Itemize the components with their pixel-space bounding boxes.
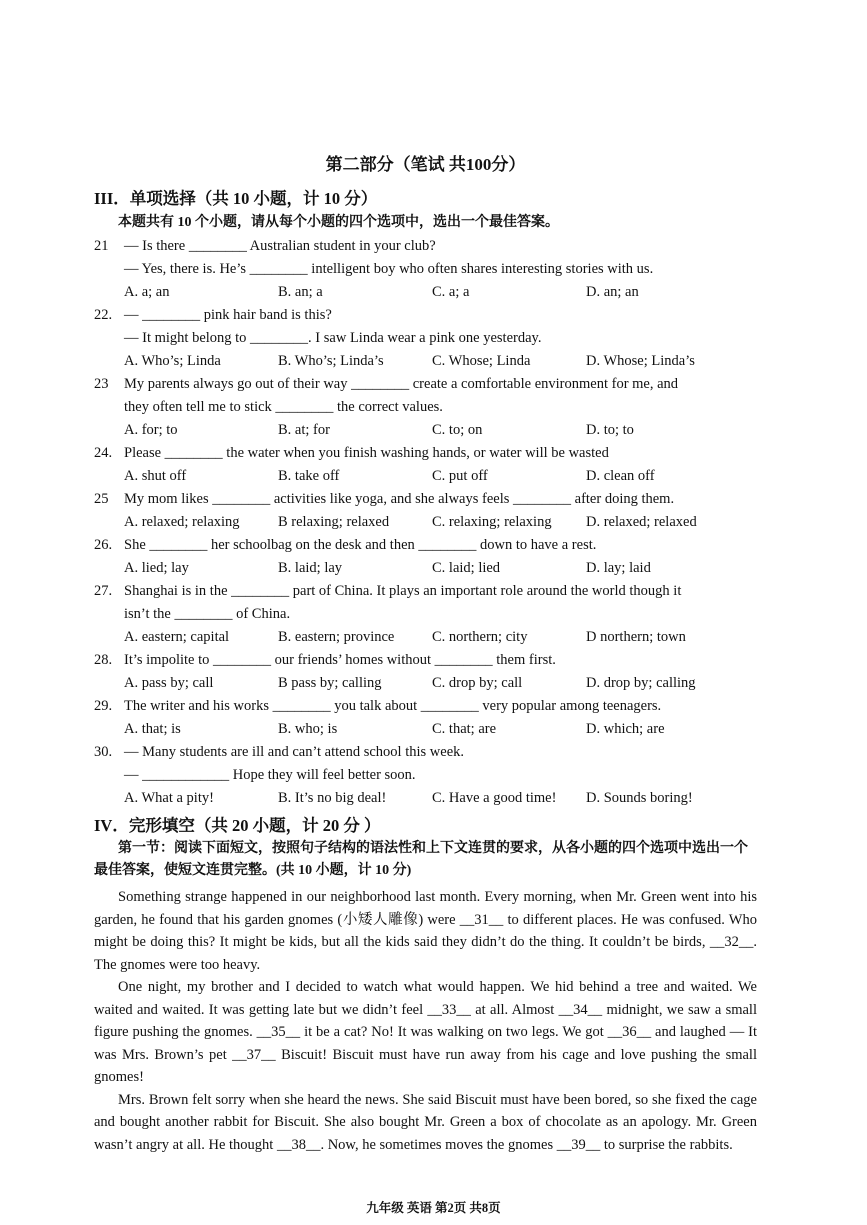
question-number: 24. [94, 445, 113, 461]
answer-option: A. eastern; capital [124, 629, 230, 645]
question-item [94, 741, 757, 810]
answer-option: C. drop by; call [432, 675, 523, 691]
answer-option: A. for; to [124, 422, 178, 438]
answer-option: A. What a pity! [124, 790, 214, 806]
answer-option: A. lied; lay [124, 560, 189, 576]
question-line: isn’t the ________ of China. [124, 606, 291, 622]
answer-option: D. relaxed; relaxed [586, 514, 697, 530]
page-footer: 九年级 英语 第2页 共8页 [366, 1201, 501, 1215]
answer-option: B. Who’s; Linda’s [278, 353, 384, 369]
question-number: 22. [94, 307, 113, 323]
question-item [94, 442, 757, 488]
question-line: — ________ pink hair band is this? [124, 307, 332, 323]
question-line: It’s impolite to ________ our friends’ homes without ________ them first. [124, 652, 556, 668]
answer-option: D. lay; laid [586, 560, 651, 576]
question-number: 27. [94, 583, 113, 599]
question-number: 28. [94, 652, 113, 668]
question-item [94, 580, 757, 649]
passage-paragraph: Something strange happened in our neighborhood last month. Every morning, when Mr. Green went into his garden, he found that his garden gnomes (小矮人雕像) were __31__ to different places. He was confused. Who might be doing this? It might be kids, but all the kids said they didn’t do the thing. It couldn’t be birds, __32__. The gnomes were too heavy. [94, 889, 757, 973]
question-stem [94, 373, 757, 419]
answer-option: C. Have a good time! [432, 790, 557, 806]
option-row [94, 672, 757, 695]
answer-option: A. a; an [124, 284, 170, 300]
question-line: The writer and his works ________ you talk about ________ very popular among teenagers. [124, 698, 662, 714]
answer-option: B. an; a [278, 284, 323, 300]
answer-option: C. to; on [432, 422, 483, 438]
answer-option: A. relaxed; relaxing [124, 514, 240, 530]
option-row [94, 419, 757, 442]
option-row [94, 718, 757, 741]
answer-option: C. a; a [432, 284, 470, 300]
cloze-passage [94, 886, 757, 1156]
option-row [94, 557, 757, 580]
question-list [94, 235, 757, 810]
question-line: She ________ her schoolbag on the desk and then ________ down to have a rest. [124, 537, 597, 553]
answer-option: C. relaxing; relaxing [432, 514, 552, 530]
answer-option: B. at; for [278, 422, 330, 438]
question-stem [94, 649, 757, 672]
question-line: — Many students are ill and can’t attend school this week. [124, 744, 464, 760]
question-stem [94, 695, 757, 718]
question-number: 21 [94, 238, 109, 254]
question-line: My parents always go out of their way ________ create a comfortable environment for me, and [124, 376, 679, 392]
option-row [94, 350, 757, 373]
answer-option: D. which; are [586, 721, 665, 737]
question-line: — ____________ Hope they will feel better soon. [124, 767, 416, 783]
question-stem [94, 235, 757, 281]
passage-paragraph: Mrs. Brown felt sorry when she heard the news. She said Biscuit must have been bored, so she fixed the cage and bought another rabbit for Biscuit. She also bought Mr. Green a box of chocolate as an apology. Mr. Green wasn’t angry at all. He thought __38__. Now, he sometimes moves the gnomes __39__ to surprise the rabbits. [94, 1091, 757, 1153]
answer-option: A. that; is [124, 721, 181, 737]
question-item [94, 534, 757, 580]
question-line: they often tell me to stick ________ the correct values. [124, 399, 443, 415]
question-line: — It might belong to ________. I saw Linda wear a pink one yesterday. [124, 330, 542, 346]
question-line: Shanghai is in the ________ part of China. It plays an important role around the world though it [124, 583, 682, 599]
section-4-title: IV．完形填空（共 20 小题，计 20 分 ） [94, 816, 381, 835]
question-item [94, 235, 757, 304]
answer-option: C. northern; city [432, 629, 528, 645]
answer-option: D. Whose; Linda’s [586, 353, 695, 369]
question-stem [94, 304, 757, 350]
passage-paragraph: One night, my brother and I decided to watch what would happen. We hid behind a tree and waited. We waited and waited. It was getting late but we didn’t feel __33__ at all. Almost __34__ midnight, we saw a small figure pushing the gnomes. __35__ it be a cat? No! It was walking on two legs. We got __36__ and laughed — It was Mrs. Brown’s pet __37__ Biscuit! Biscuit must have run away from his cage and love pushing the small gnomes! [94, 979, 757, 1085]
question-stem [94, 442, 757, 465]
answer-option: D northern; town [586, 629, 686, 645]
answer-option: B. take off [278, 468, 340, 484]
answer-option: C. put off [432, 468, 488, 484]
question-number: 29. [94, 698, 113, 714]
question-number: 26. [94, 537, 113, 553]
question-line: My mom likes ________ activities like yoga, and she always feels ________ after doing them. [124, 491, 675, 507]
answer-option: B. It’s no big deal! [278, 790, 387, 806]
option-row [94, 511, 757, 534]
answer-option: B. eastern; province [278, 629, 395, 645]
option-row [94, 787, 757, 810]
question-item [94, 695, 757, 741]
question-stem [94, 741, 757, 787]
answer-option: B relaxing; relaxed [278, 514, 390, 530]
answer-option: C. that; are [432, 721, 497, 737]
answer-option: D. clean off [586, 468, 655, 484]
question-item [94, 649, 757, 695]
question-stem [94, 488, 757, 511]
answer-option: D. to; to [586, 422, 634, 438]
question-item [94, 304, 757, 373]
answer-option: C. Whose; Linda [432, 353, 531, 369]
answer-option: B pass by; calling [278, 675, 382, 691]
option-row [94, 281, 757, 304]
answer-option: D. Sounds boring! [586, 790, 693, 806]
question-number: 30. [94, 744, 113, 760]
question-stem [94, 534, 757, 557]
answer-option: B. laid; lay [278, 560, 343, 576]
answer-option: D. an; an [586, 284, 639, 300]
option-row [94, 465, 757, 488]
option-row [94, 626, 757, 649]
question-line: — Yes, there is. He’s ________ intelligent boy who often shares interesting stories with us. [124, 261, 654, 277]
section-3-title: III．单项选择（共 10 小题，计 10 分） [94, 189, 378, 208]
answer-option: B. who; is [278, 721, 338, 737]
question-line: — Is there ________ Australian student in your club? [124, 238, 436, 254]
question-number: 25 [94, 491, 109, 507]
answer-option: D. drop by; calling [586, 675, 696, 691]
question-item [94, 488, 757, 534]
question-line: Please ________ the water when you finish washing hands, or water will be wasted [124, 445, 609, 461]
answer-option: A. pass by; call [124, 675, 214, 691]
answer-option: C. laid; lied [432, 560, 501, 576]
part-title: 第二部分（笔试 共100分） [325, 155, 526, 174]
answer-option: A. Who’s; Linda [124, 353, 221, 369]
question-stem [94, 580, 757, 626]
section-4-instruction: 第一节：阅读下面短文，按照句子结构的语法性和上下文连贯的要求，从各小题的四个选项中选出一个最佳答案，使短文连贯完整。(共 10 小题，计 10 分) [94, 841, 748, 878]
question-number: 23 [94, 376, 109, 392]
section-3-instruction: 本题共有 10 个小题，请从每个小题的四个选项中，选出一个最佳答案。 [118, 215, 559, 230]
question-item [94, 373, 757, 442]
answer-option: A. shut off [124, 468, 187, 484]
